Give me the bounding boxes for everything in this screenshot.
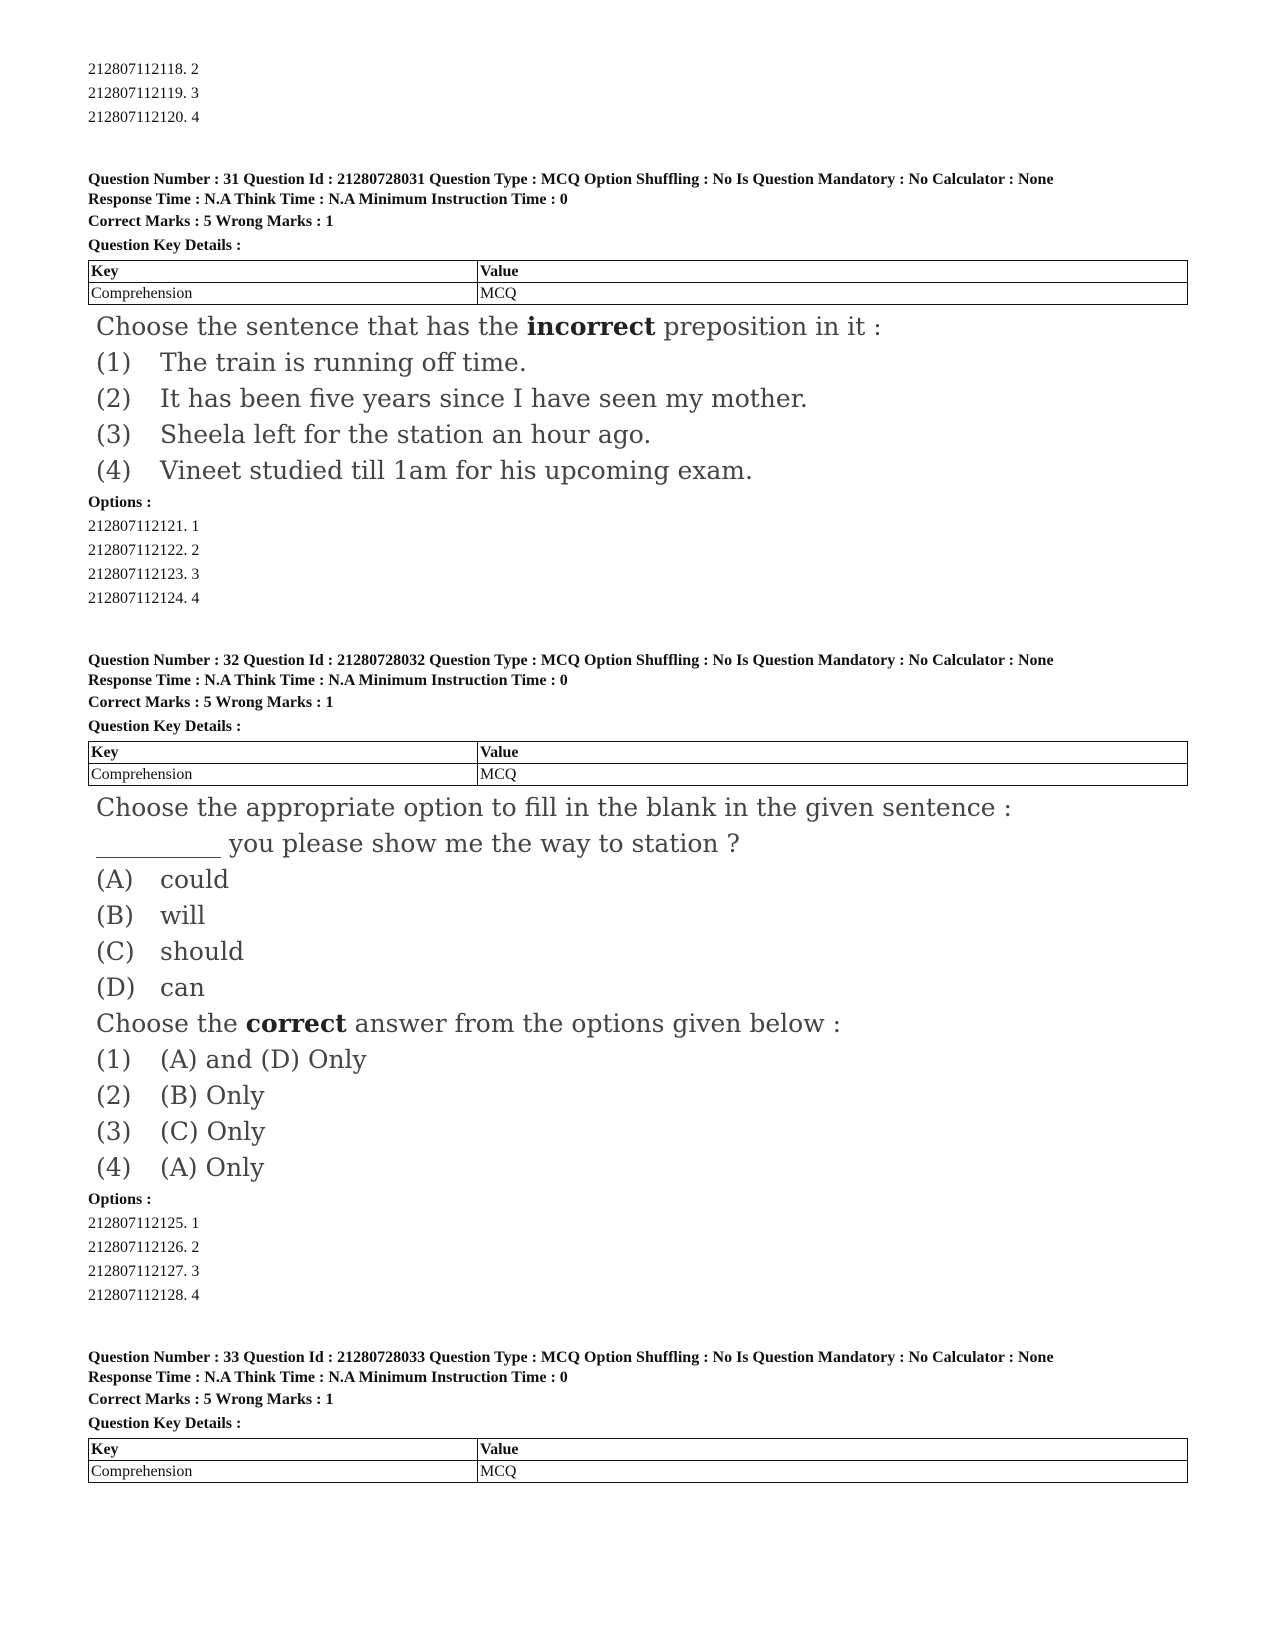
key-details-label: Question Key Details : [88, 718, 242, 735]
letter-choice-item: (A) could [96, 865, 230, 894]
option-line: 212807112124. 4 [88, 590, 200, 607]
question-33 [88, 1348, 1188, 1483]
value-header: Value [478, 742, 1188, 764]
letter-choice-item: (D) can [96, 973, 206, 1002]
blank-sentence: __________ you please show me the way to station ? [96, 829, 740, 858]
key-cell: Comprehension [89, 764, 478, 786]
key-cell: Comprehension [89, 1461, 478, 1483]
value-cell: MCQ [478, 764, 1188, 786]
question-meta: Question Number : 31 Question Id : 21280728031 Question Type : MCQ Option Shuffling : No Is Question Mandatory : No Calculator : None [88, 171, 1054, 188]
option-line: 212807112123. 3 [88, 566, 200, 583]
key-details-label: Question Key Details : [88, 237, 242, 254]
question-meta: Question Number : 32 Question Id : 21280728032 Question Type : MCQ Option Shuffling : No Is Question Mandatory : No Calculator : None [88, 652, 1054, 669]
key-details-label: Question Key Details : [88, 1415, 242, 1432]
question-timing: Response Time : N.A Think Time : N.A Minimum Instruction Time : 0 [88, 1369, 568, 1386]
choice-item: (4) Vineet studied till 1am for his upcoming exam. [96, 456, 753, 485]
choice-item: (2) It has been five years since I have seen my mother. [96, 384, 808, 413]
question-31 [88, 170, 1188, 611]
choice-item: (1) The train is running off time. [96, 348, 527, 377]
option-line: 212807112120. 4 [88, 109, 200, 126]
option-line: 212807112128. 4 [88, 1287, 200, 1304]
key-header: Key [89, 261, 478, 283]
key-details-table [88, 741, 1188, 786]
option-line: 212807112126. 2 [88, 1239, 200, 1256]
question-timing: Response Time : N.A Think Time : N.A Minimum Instruction Time : 0 [88, 191, 568, 208]
option-line: 212807112118. 2 [88, 61, 199, 78]
value-cell: MCQ [478, 1461, 1188, 1483]
key-details-table [88, 1438, 1188, 1483]
option-line: 212807112119. 3 [88, 85, 199, 102]
options-label: Options : [88, 494, 152, 511]
question-text [96, 790, 1188, 1186]
letter-choice-item: (B) will [96, 901, 206, 930]
previous-options-list [88, 58, 1188, 130]
key-header: Key [89, 742, 478, 764]
question-text [96, 309, 1188, 489]
option-line: 212807112122. 2 [88, 542, 200, 559]
letter-choice-item: (C) should [96, 937, 245, 966]
question-marks: Correct Marks : 5 Wrong Marks : 1 [88, 1391, 334, 1408]
question-32 [88, 651, 1188, 1308]
option-line: 212807112121. 1 [88, 518, 200, 535]
choice-item: (2) (B) Only [96, 1081, 265, 1110]
question-timing: Response Time : N.A Think Time : N.A Minimum Instruction Time : 0 [88, 672, 568, 689]
option-line: 212807112125. 1 [88, 1215, 200, 1232]
value-header: Value [478, 1439, 1188, 1461]
option-line: 212807112127. 3 [88, 1263, 200, 1280]
value-header: Value [478, 261, 1188, 283]
key-cell: Comprehension [89, 283, 478, 305]
key-header: Key [89, 1439, 478, 1461]
choice-item: (1) (A) and (D) Only [96, 1045, 367, 1074]
question-marks: Correct Marks : 5 Wrong Marks : 1 [88, 213, 334, 230]
document-page [88, 58, 1188, 1483]
question-prompt: Choose the sentence that has the incorrect preposition in it : [96, 312, 882, 341]
choice-item: (4) (A) Only [96, 1153, 265, 1182]
options-label: Options : [88, 1191, 152, 1208]
answer-instruction: Choose the correct answer from the options given below : [96, 1009, 841, 1038]
question-prompt: Choose the appropriate option to fill in the blank in the given sentence : [96, 793, 1012, 822]
question-marks: Correct Marks : 5 Wrong Marks : 1 [88, 694, 334, 711]
choice-item: (3) (C) Only [96, 1117, 266, 1146]
key-details-table [88, 260, 1188, 305]
question-meta: Question Number : 33 Question Id : 21280728033 Question Type : MCQ Option Shuffling : No Is Question Mandatory : No Calculator : None [88, 1349, 1054, 1366]
value-cell: MCQ [478, 283, 1188, 305]
choice-item: (3) Sheela left for the station an hour ago. [96, 420, 652, 449]
